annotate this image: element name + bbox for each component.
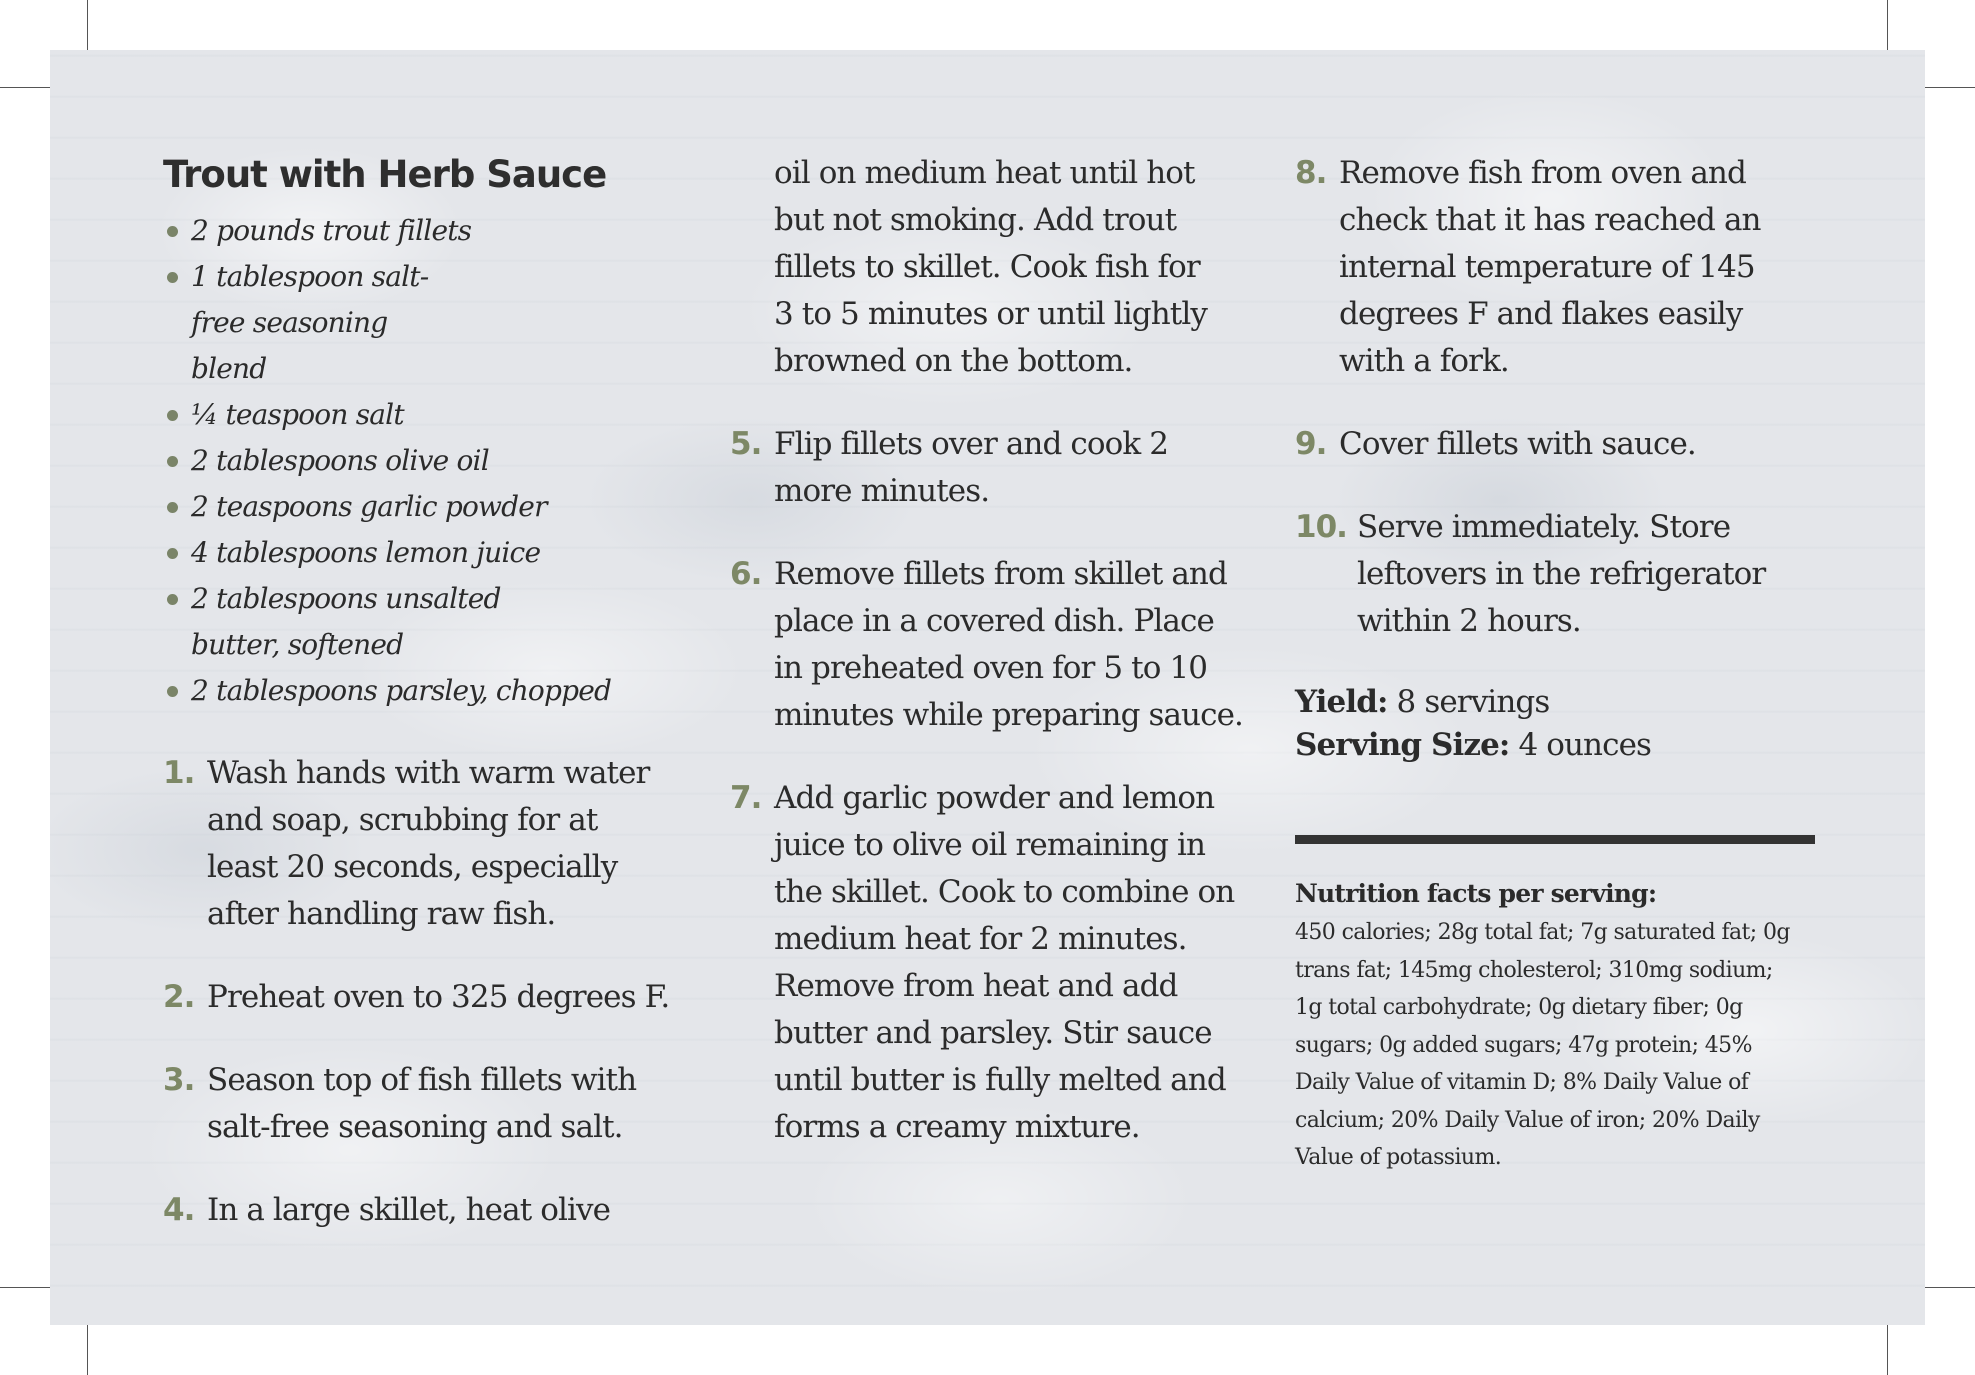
recipe-card [50, 50, 1925, 1325]
step-2 [163, 974, 683, 1021]
bullet-icon [167, 548, 178, 559]
ingredient-item: 2 teaspoons garlic powder [163, 484, 723, 530]
step-4-continued: oil on medium heat until hot but not smoking. Add trout fillets to skillet. Cook fish for 3 to 5 minutes or until lightly browned on the bottom. [774, 155, 1207, 379]
serving-size [1295, 724, 1875, 767]
step-3 [163, 1057, 663, 1151]
step-number: 4. [163, 1192, 195, 1228]
serving-size-value: 4 ounces [1509, 727, 1652, 763]
ingredient-item: 2 tablespoons unsalted butter, softened [163, 576, 723, 668]
ingredient-item: 1 tablespoon salt-free seasoning blend [163, 254, 723, 392]
step-text: Wash hands with warm water and soap, scrubbing for at least 20 seconds, especially after handling raw fish. [207, 755, 650, 932]
step-text: In a large skillet, heat olive [207, 1192, 611, 1228]
step-number: 9. [1295, 426, 1327, 462]
step-number: 1. [163, 755, 195, 791]
step-5 [730, 421, 1170, 515]
column-1 [163, 150, 723, 1234]
step-number: 8. [1295, 155, 1327, 191]
nutrition-title: Nutrition facts per serving: [1295, 879, 1657, 908]
step-4 [163, 1187, 683, 1234]
bullet-icon [167, 272, 178, 283]
nutrition-body: 450 calories; 28g total fat; 7g saturated fat; 0g trans fat; 145mg cholesterol; 310mg sodium; 1g total carbohydrate; 0g dietary fiber; 0g sugars; 0g added sugars; 47g protein; 45% Daily Value of vitamin D; 8% Daily Value of calcium; 20% Daily Value of iron; 20% Daily Value of potassium. [1295, 920, 1790, 1170]
step-number: 5. [730, 426, 762, 462]
step-text: Flip fillets over and cook 2 more minutes. [774, 426, 1169, 509]
step-text: Season top of fish fillets with salt-free seasoning and salt. [207, 1062, 637, 1145]
step-text: Serve immediately. Store leftovers in the refrigerator within 2 hours. [1357, 509, 1766, 639]
bullet-icon [167, 410, 178, 421]
step-text: Add garlic powder and lemon juice to olive oil remaining in the skillet. Cook to combine on medium heat for 2 minutes. Remove from heat and add butter and parsley. Stir sauce until butter is fully melted and forms a creamy mixture. [774, 780, 1235, 1145]
yield-value: 8 servings [1387, 684, 1550, 720]
yield-label: Yield: [1295, 684, 1388, 720]
ingredient-item: 4 tablespoons lemon juice [163, 530, 723, 576]
step-10 [1295, 504, 1795, 645]
serving-size-label: Serving Size: [1295, 727, 1510, 763]
step-number: 2. [163, 979, 195, 1015]
step-number: 7. [730, 780, 762, 816]
bullet-icon [167, 226, 178, 237]
step-number: 10. [1295, 509, 1347, 545]
step-7 [730, 775, 1240, 1151]
ingredient-item: 2 tablespoons parsley, chopped [163, 668, 723, 714]
step-text: Remove fillets from skillet and place in a covered dish. Place in preheated oven for 5 to 10 minutes while preparing sauce. [774, 556, 1243, 733]
recipe-title: Trout with Herb Sauce [163, 153, 607, 196]
step-9 [1295, 421, 1775, 468]
divider-rule [1295, 835, 1815, 844]
step-text: Cover fillets with sauce. [1339, 426, 1696, 462]
ingredient-item: 2 pounds trout fillets [163, 208, 723, 254]
bullet-icon [167, 502, 178, 513]
column-2 [730, 150, 1290, 1151]
step-text: Remove fish from oven and check that it has reached an internal temperature of 145 degrees F and flakes easily with a fork. [1339, 155, 1761, 379]
bullet-icon [167, 594, 178, 605]
step-number: 6. [730, 556, 762, 592]
step-8 [1295, 150, 1775, 385]
ingredient-list [163, 208, 723, 714]
bullet-icon [167, 456, 178, 467]
ingredient-item: 2 tablespoons olive oil [163, 438, 723, 484]
step-1 [163, 750, 653, 938]
step-text: Preheat oven to 325 degrees F. [207, 979, 670, 1015]
step-6 [730, 551, 1250, 739]
ingredient-item: ¼ teaspoon salt [163, 392, 723, 438]
step-number: 3. [163, 1062, 195, 1098]
bullet-icon [167, 686, 178, 697]
column-3 [1295, 150, 1875, 1177]
yield [1295, 681, 1875, 724]
